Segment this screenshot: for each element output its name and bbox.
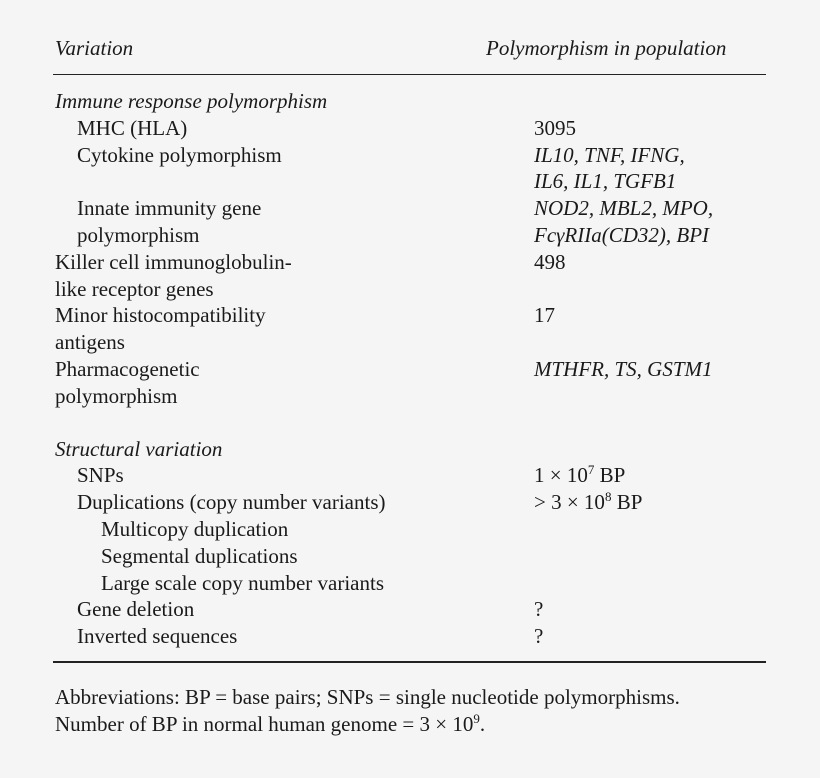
row-label-gene-deletion: Gene deletion <box>77 597 195 622</box>
row-label-multicopy: Multicopy duplication <box>101 516 289 541</box>
row-label-pharma <box>53 356 534 410</box>
row-label-pharma-line1: Pharmacogenetic <box>55 356 200 381</box>
row-label-killer-line2: like receptor genes <box>55 276 214 301</box>
table-row <box>53 596 814 623</box>
section-spacer <box>53 410 814 436</box>
row-value-cytokine-line1: IL10, TNF, IFNG, <box>534 142 685 167</box>
row-value-innate-line2: FcγRIIa(CD32), BPI <box>534 222 710 247</box>
section-title-immune: Immune response polymorphism <box>55 89 328 113</box>
row-value-killer: 498 <box>534 249 566 274</box>
table-row <box>53 302 814 356</box>
row-label-pharma-line2: polymorphism <box>55 383 178 408</box>
section-title-structural: Structural variation <box>55 436 223 461</box>
table-row <box>53 115 814 142</box>
table-row <box>53 570 814 597</box>
row-value-innate <box>534 195 814 249</box>
table-row <box>53 489 814 516</box>
row-value-cytokine-line2: IL6, IL1, TGFB1 <box>534 169 677 194</box>
row-value-gene-deletion: ? <box>534 597 544 622</box>
table-row <box>53 356 814 410</box>
column-header-variation: Variation <box>55 36 134 60</box>
footer-rule <box>53 661 766 663</box>
column-header-polymorphism: Polymorphism in population <box>486 36 727 60</box>
row-value-snps: $1 \times 10^7$ BP <box>534 462 626 488</box>
header-rule <box>53 74 766 75</box>
row-value-pharma: MTHFR, TS, GSTM1 <box>534 356 713 381</box>
row-label-innate-line2: polymorphism <box>77 222 200 247</box>
row-label-mhc: MHC (HLA) <box>77 115 188 140</box>
row-value-duplications: > $3 \times 10^8$ BP <box>534 489 643 515</box>
row-label-snps: SNPs <box>77 463 124 488</box>
row-value-inverted: ? <box>534 624 544 649</box>
row-value-innate-line1: NOD2, MBL2, MPO, <box>534 196 714 221</box>
table-row <box>53 462 814 489</box>
row-label-innate-line1: Innate immunity gene <box>77 196 262 221</box>
footnote-line2: Number of BP in normal human genome = $3 \times 10^9$. <box>55 711 486 736</box>
row-label-minor-line2: antigens <box>55 330 125 355</box>
table-row <box>53 249 814 303</box>
section-row-structural <box>53 436 814 463</box>
row-label-duplications: Duplications (copy number variants) <box>77 490 386 515</box>
section-row-immune <box>53 88 814 115</box>
footnote-line1: Abbreviations: BP = base pairs; SNPs = single nucleotide polymorphisms. <box>55 685 680 709</box>
row-label-minor-line1: Minor histocompatibility <box>55 303 266 328</box>
row-label-cytokine: Cytokine polymorphism <box>77 142 282 167</box>
row-label-killer-line1: Killer cell immunoglobulin- <box>55 249 292 274</box>
table-row <box>53 142 814 196</box>
row-label-killer <box>53 249 534 303</box>
variation-table <box>53 88 814 650</box>
row-label-segmental: Segmental duplications <box>101 543 298 568</box>
row-label-innate <box>53 195 534 249</box>
table-row <box>53 516 814 543</box>
row-value-minor: 17 <box>534 303 555 328</box>
table-row <box>53 543 814 570</box>
row-value-cytokine <box>534 142 814 196</box>
table-row <box>53 623 814 650</box>
row-value-mhc: 3095 <box>534 115 576 140</box>
row-label-large-scale: Large scale copy number variants <box>101 570 384 595</box>
table-row <box>53 195 814 249</box>
row-label-minor <box>53 302 534 356</box>
footnote <box>55 684 680 738</box>
row-label-inverted: Inverted sequences <box>77 624 238 649</box>
